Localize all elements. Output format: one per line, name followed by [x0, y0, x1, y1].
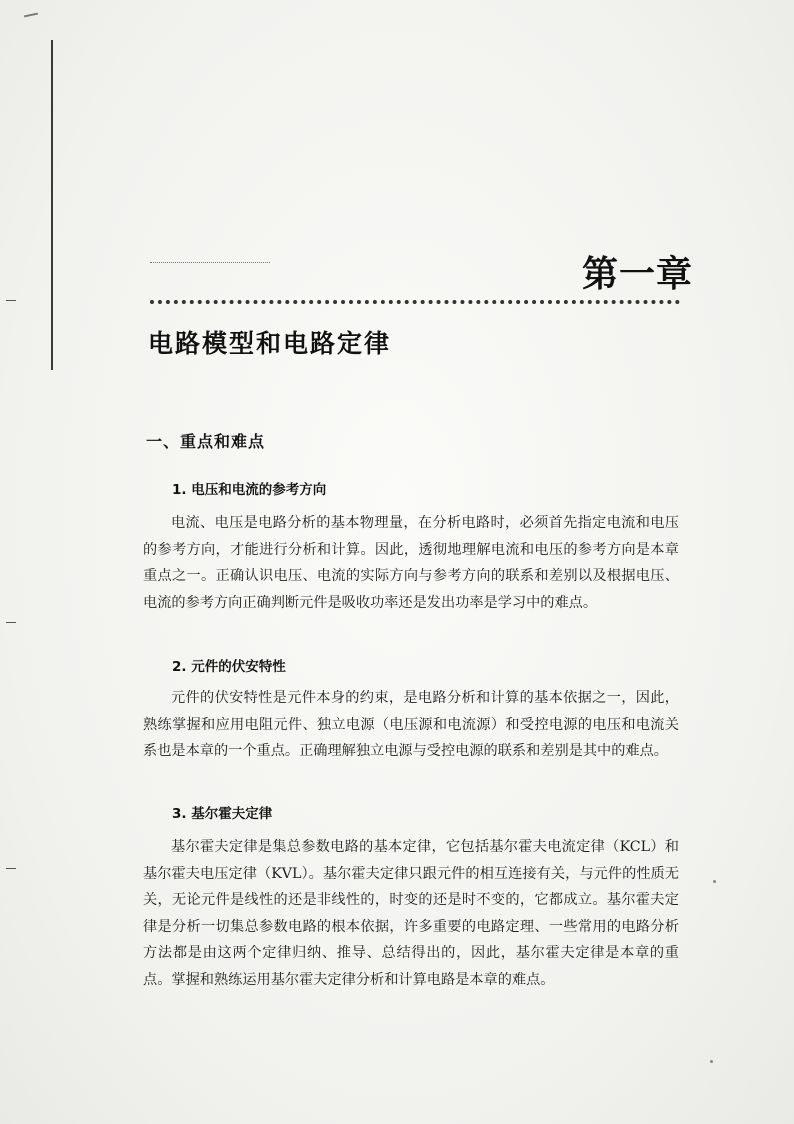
- subsection-paragraph: 基尔霍夫定律是集总参数电路的基本定律，它包括基尔霍夫电流定律（KCL）和基尔霍夫电压定律（KVL）。基尔霍夫定律只跟元件的相互连接有关，与元件的性质无关，无论元件是线性的还是非线性的，时变的还是时不变的，它都成立。基尔霍夫定律是分析一切集总参数电路的根本依据，许多重要的电路定理、一些常用的电路分析方法都是由这两个定律归纳、推导、总结得出的，因此，基尔霍夫定律是本章的重点。掌握和熟练运用基尔霍夫定律分析和计算电路是本章的难点。: [143, 839, 679, 988]
- subsection-paragraph: 元件的伏安特性是元件本身的约束，是电路分析和计算的基本依据之一，因此，熟练掌握和应用电阻元件、独立电源（电压源和电流源）和受控电源的电压和电流关系也是本章的一个重点。正确理解独立电源与受控电源的联系和差别是其中的难点。: [143, 690, 679, 760]
- binding-line: [51, 40, 53, 370]
- edge-mark: [6, 868, 16, 869]
- edge-mark: [6, 622, 16, 623]
- subsection-paragraph: 电流、电压是电路分析的基本物理量，在分析电路时，必须首先指定电流和电压的参考方向，才能进行分析和计算。因此，透彻地理解电流和电压的参考方向是本章重点之一。正确认识电压、电流的实际方向与参考方向的联系和差别以及根据电压、电流的参考方向正确判断元件是吸收功率还是发出功率是学习中的难点。: [143, 515, 679, 611]
- chapter-dots: [150, 262, 270, 263]
- chapter-rule: [150, 300, 680, 304]
- subsection-heading: 3. 基尔霍夫定律: [172, 806, 273, 822]
- subsection-heading: 2. 元件的伏安特性: [172, 659, 286, 675]
- scan-speck: [710, 1060, 713, 1063]
- subsection-heading: 1. 电压和电流的参考方向: [172, 482, 327, 498]
- scan-speck: [713, 880, 716, 883]
- section-heading: 一、重点和难点: [146, 432, 266, 451]
- chapter-title: 电路模型和电路定律: [148, 329, 392, 358]
- chapter-label: 第一章: [582, 254, 694, 295]
- corner-scribble: [24, 13, 38, 18]
- edge-mark: [6, 300, 16, 301]
